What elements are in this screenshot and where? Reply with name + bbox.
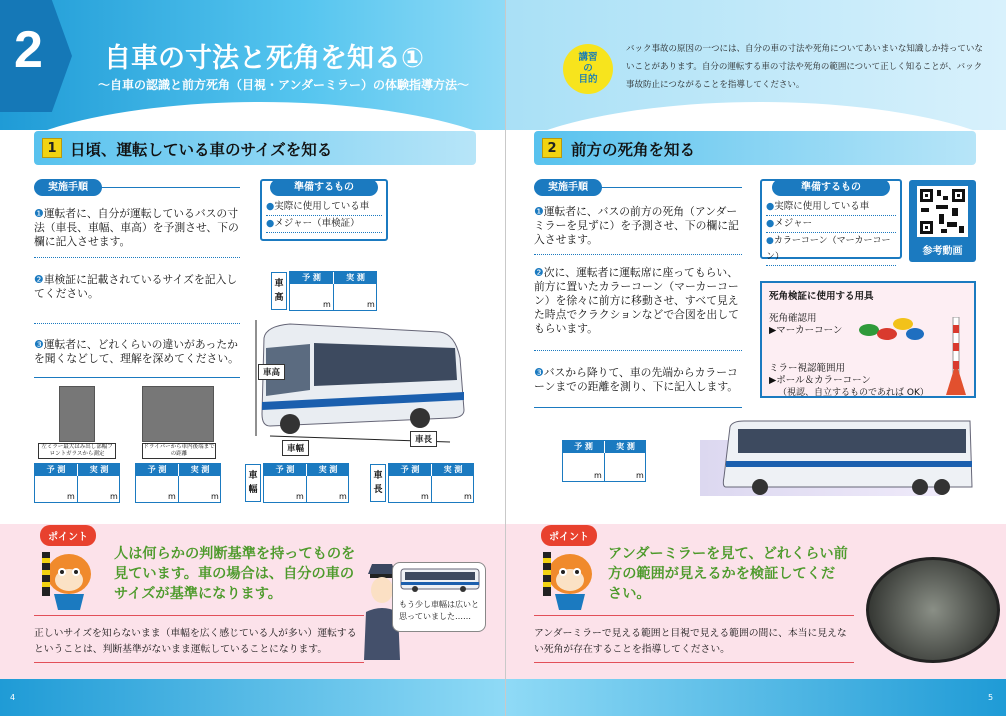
measure-table-length <box>388 463 474 503</box>
actual-header: 実 測 <box>432 464 474 476</box>
tool2-note: （視認、自立するものであれば OK） <box>778 388 929 398</box>
unit: m <box>339 492 347 501</box>
prep-item: ●実際に使用している車 <box>266 199 382 216</box>
pred-header: 予 測 <box>389 464 431 476</box>
point-tag-left: ポイント <box>40 525 96 546</box>
unit: m <box>168 492 176 501</box>
divider <box>600 187 742 188</box>
qr-code-icon[interactable] <box>917 186 968 237</box>
prep-item: ●カラーコーン（マーカーコーン） <box>766 233 896 266</box>
point-body-right: アンダーミラーで見える範囲と目視で見える範囲の間に、本当に見えない死角が存在することを指導してください。 <box>534 628 847 655</box>
bus-illustration <box>250 318 472 448</box>
actual-header: 実 測 <box>179 464 221 476</box>
divider <box>431 476 432 502</box>
divider <box>306 476 307 502</box>
unit: m <box>636 471 644 480</box>
page-number-right: 5 <box>988 693 994 702</box>
driver-photo <box>142 386 214 442</box>
pred-header: 予 測 <box>264 464 306 476</box>
divider <box>34 662 364 663</box>
point-body-left: 正しいサイズを知らないまま（車幅を広く感じている人が多い）運転するということは、判断基準がないまま運転していることになります。 <box>34 628 357 655</box>
unit: m <box>323 300 331 309</box>
tag-length: 車長 <box>410 431 437 447</box>
label-width-side: 車幅 <box>245 464 261 502</box>
divider <box>534 407 742 408</box>
mirror-photo <box>59 386 95 442</box>
label-length-side: 車長 <box>370 464 386 502</box>
pred-header: 予 測 <box>35 464 77 476</box>
speech-bubble <box>392 562 486 632</box>
prep-title: 準備するもの <box>772 179 890 196</box>
marker-cones-icon <box>857 308 925 342</box>
footer-bar-right <box>506 679 1006 716</box>
bus-mini-icon <box>399 567 481 593</box>
step-3-right: ❸バスから降りて、車の先端からカラーコーンまでの距離を測り、下に記入します。 <box>534 366 739 393</box>
step-2-right: ❷次に、運転者に運転席に座ってもらい、前方に置いたカラーコーン（マーカーコーン）を徐々に前方に移動させ、すべて見えた時点でクラクションなどで合図を出してもらいます。 <box>534 266 739 335</box>
actual-header: 実 測 <box>334 272 377 284</box>
actual-header: 実 測 <box>307 464 349 476</box>
actual-header: 実 測 <box>78 464 120 476</box>
tag-width: 車幅 <box>282 440 309 456</box>
prep-item: ●実際に使用している車 <box>766 199 896 216</box>
prep-item: ●メジャー <box>766 216 896 233</box>
step-2-left: ❷車検証に記載されているサイズを記入してください。 <box>34 273 238 300</box>
footer-bar-left <box>0 679 505 716</box>
caption-driver: ドライバーから車内後端までの距離 <box>143 444 215 457</box>
divider <box>604 453 605 481</box>
divider <box>534 615 854 616</box>
prep-box-right <box>760 179 902 262</box>
divider <box>34 615 364 616</box>
unit: m <box>421 492 429 501</box>
divider <box>77 476 78 502</box>
divider <box>34 377 240 378</box>
step-1-left: ❶運転者に、自分が運転しているバスの寸法（車長、車幅、車高）を予測させ、下の欄に記入させます。 <box>34 207 239 248</box>
mascot-icon <box>535 544 605 612</box>
page-title: 自車の寸法と死角を知る① <box>104 43 424 74</box>
bubble-text: もう少し車幅は広いと思っていました…… <box>399 600 479 621</box>
tools-title: 死角検証に使用する用具 <box>769 291 874 302</box>
label-height-side: 車高 <box>271 272 287 310</box>
tag-height: 車高 <box>258 364 285 380</box>
divider <box>178 476 179 502</box>
measure-table-front <box>562 440 646 482</box>
mascot-icon <box>34 544 104 612</box>
measure-table-driver <box>135 463 221 503</box>
page-number-left: 4 <box>10 693 16 702</box>
divider <box>100 187 240 188</box>
unit: m <box>296 492 304 501</box>
prep-box-left <box>260 179 388 241</box>
divider <box>534 662 854 663</box>
section-title-1: 日頃、運転している車のサイズを知る <box>70 141 333 159</box>
pred-header: 予 測 <box>563 441 604 453</box>
purpose-badge: 講習 の 目的 <box>563 44 613 94</box>
unit: m <box>464 492 472 501</box>
measure-table-width <box>263 463 349 503</box>
video-label[interactable]: 参考動画 <box>922 246 963 257</box>
pred-header: 予 測 <box>136 464 178 476</box>
actual-header: 実 測 <box>605 441 646 453</box>
purpose-text: バック事故の原因の一つには、自分の車の寸法や死角についてあいまいな知識しか持っていないことがあります。自分の運転する車の寸法や死角の範囲について正しく知ることが、バック事故防止につながることを指導してください。 <box>626 44 983 90</box>
video-box[interactable] <box>909 180 976 262</box>
section-number-2: 2 <box>542 138 562 158</box>
divider <box>534 254 742 255</box>
unit: m <box>211 492 219 501</box>
unit: m <box>367 300 375 309</box>
pole-cone-icon <box>938 317 974 397</box>
measure-table-height <box>289 271 377 311</box>
caption-mirror: 左ミラー最大はみ出し部幅フロントガラスから測定 <box>38 443 116 459</box>
point-headline-right: アンダーミラーを見て、どれくらい前方の範囲が見えるかを検証してください。 <box>608 546 848 602</box>
section-number-1: 1 <box>42 138 62 158</box>
tool1-item: ▶マーカーコーン <box>769 325 843 336</box>
under-mirror-photo <box>866 557 1000 663</box>
measure-table-mirror <box>34 463 120 503</box>
step-1-right: ❶運転者に、バスの前方の死角（アンダーミラーを見ずに）を予測させ、下の欄に記入させます。 <box>534 205 739 246</box>
procedure-label-left: 実施手順 <box>34 179 102 196</box>
prep-title: 準備するもの <box>270 179 378 196</box>
tool2-item: ▶ポール＆カラーコーン <box>769 375 871 386</box>
tool2-label: ミラー視認範囲用 <box>769 363 846 374</box>
bus-side-illustration <box>720 417 978 495</box>
tools-box <box>760 281 976 398</box>
step-3-left: ❸運転者に、どれくらいの違いがあったかを聞くなどして、理解を深めてください。 <box>34 338 239 365</box>
prep-item: ●メジャー（車検証） <box>266 216 382 233</box>
pred-header: 予 測 <box>290 272 333 284</box>
unit: m <box>110 492 118 501</box>
divider <box>34 257 240 258</box>
section-title-2: 前方の死角を知る <box>571 141 696 159</box>
point-tag-right: ポイント <box>541 525 597 546</box>
unit: m <box>67 492 75 501</box>
page-subtitle: ～自車の認識と前方死角（目視・アンダーミラー）の体験指導方法～ <box>98 78 470 92</box>
procedure-label-right: 実施手順 <box>534 179 602 196</box>
divider <box>534 350 742 351</box>
divider <box>333 284 334 310</box>
point-headline-left: 人は何らかの判断基準を持ってものを見ています。車の場合は、自分の車のサイズが基準になります。 <box>114 546 356 602</box>
tool1-label: 死角確認用 <box>769 313 817 324</box>
chapter-number: 2 <box>14 21 43 79</box>
divider <box>34 323 240 324</box>
unit: m <box>594 471 602 480</box>
